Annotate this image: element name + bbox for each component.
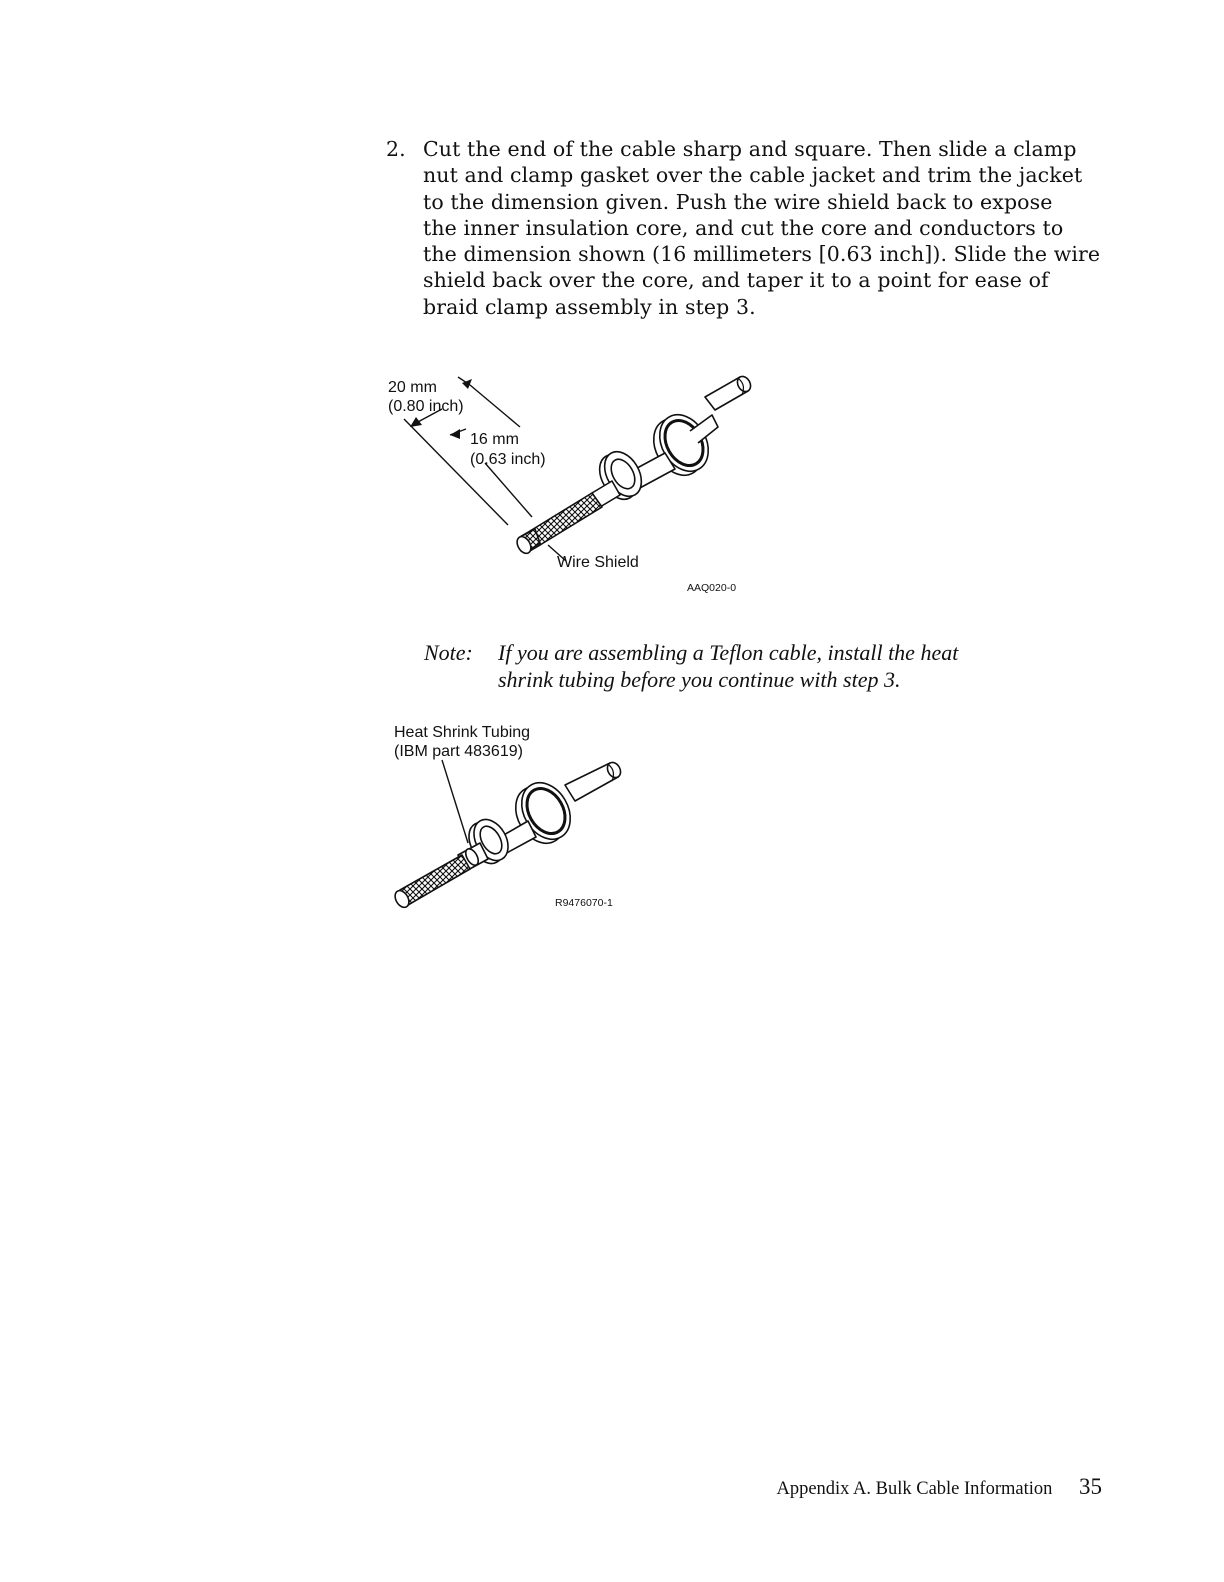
step-line: to the dimension given. Push the wire shield back to expose [423, 189, 1053, 214]
step-line: nut and clamp gasket over the cable jacket and trim the jacket [423, 163, 1083, 188]
dimension-063inch: (0.63 inch) [470, 451, 546, 468]
heat-shrink-figure [380, 715, 680, 920]
wire-shield [530, 493, 602, 545]
note-line: If you are assembling a Teflon cable, install the heat [498, 640, 959, 665]
ibm-part-label: (IBM part 483619) [394, 743, 523, 760]
step-line: shield back over the core, and taper it to a point for ease of [423, 268, 1049, 293]
dimension-20mm: 20 mm [388, 379, 437, 396]
callout-leader [442, 760, 468, 843]
step-line: Cut the end of the cable sharp and square. Then slide a clamp [423, 137, 1077, 161]
footer-section: Appendix A. Bulk Cable Information [776, 1479, 1053, 1499]
wire-shield [400, 855, 470, 905]
note-body [498, 640, 1078, 693]
figure-id: R9476070-1 [555, 897, 613, 909]
note-line: shrink tubing before you continue with step 3. [498, 666, 901, 692]
cable-trim-figure [380, 365, 800, 605]
cable-drawing [514, 374, 753, 556]
step-text [423, 136, 1109, 320]
dimension-16mm: 16 mm [470, 431, 519, 448]
dimension-080inch: (0.80 inch) [388, 398, 464, 415]
step-number: 2. [386, 137, 406, 161]
wire-shield-label: Wire Shield [557, 554, 639, 571]
page-number: 35 [1079, 1474, 1102, 1499]
step-line: the inner insulation core, and cut the core and conductors to [423, 215, 1064, 240]
heat-shrink-label: Heat Shrink Tubing [394, 724, 531, 741]
step-line: braid clamp assembly in step 3. [423, 294, 756, 319]
cable-drawing [392, 760, 623, 910]
page-footer [776, 1474, 1102, 1500]
figure-id: AAQ020-0 [687, 582, 737, 594]
step-line: the dimension shown (16 millimeters [0.63 inch]). Slide the wire [423, 242, 1101, 267]
note-label: Note: [424, 640, 473, 665]
